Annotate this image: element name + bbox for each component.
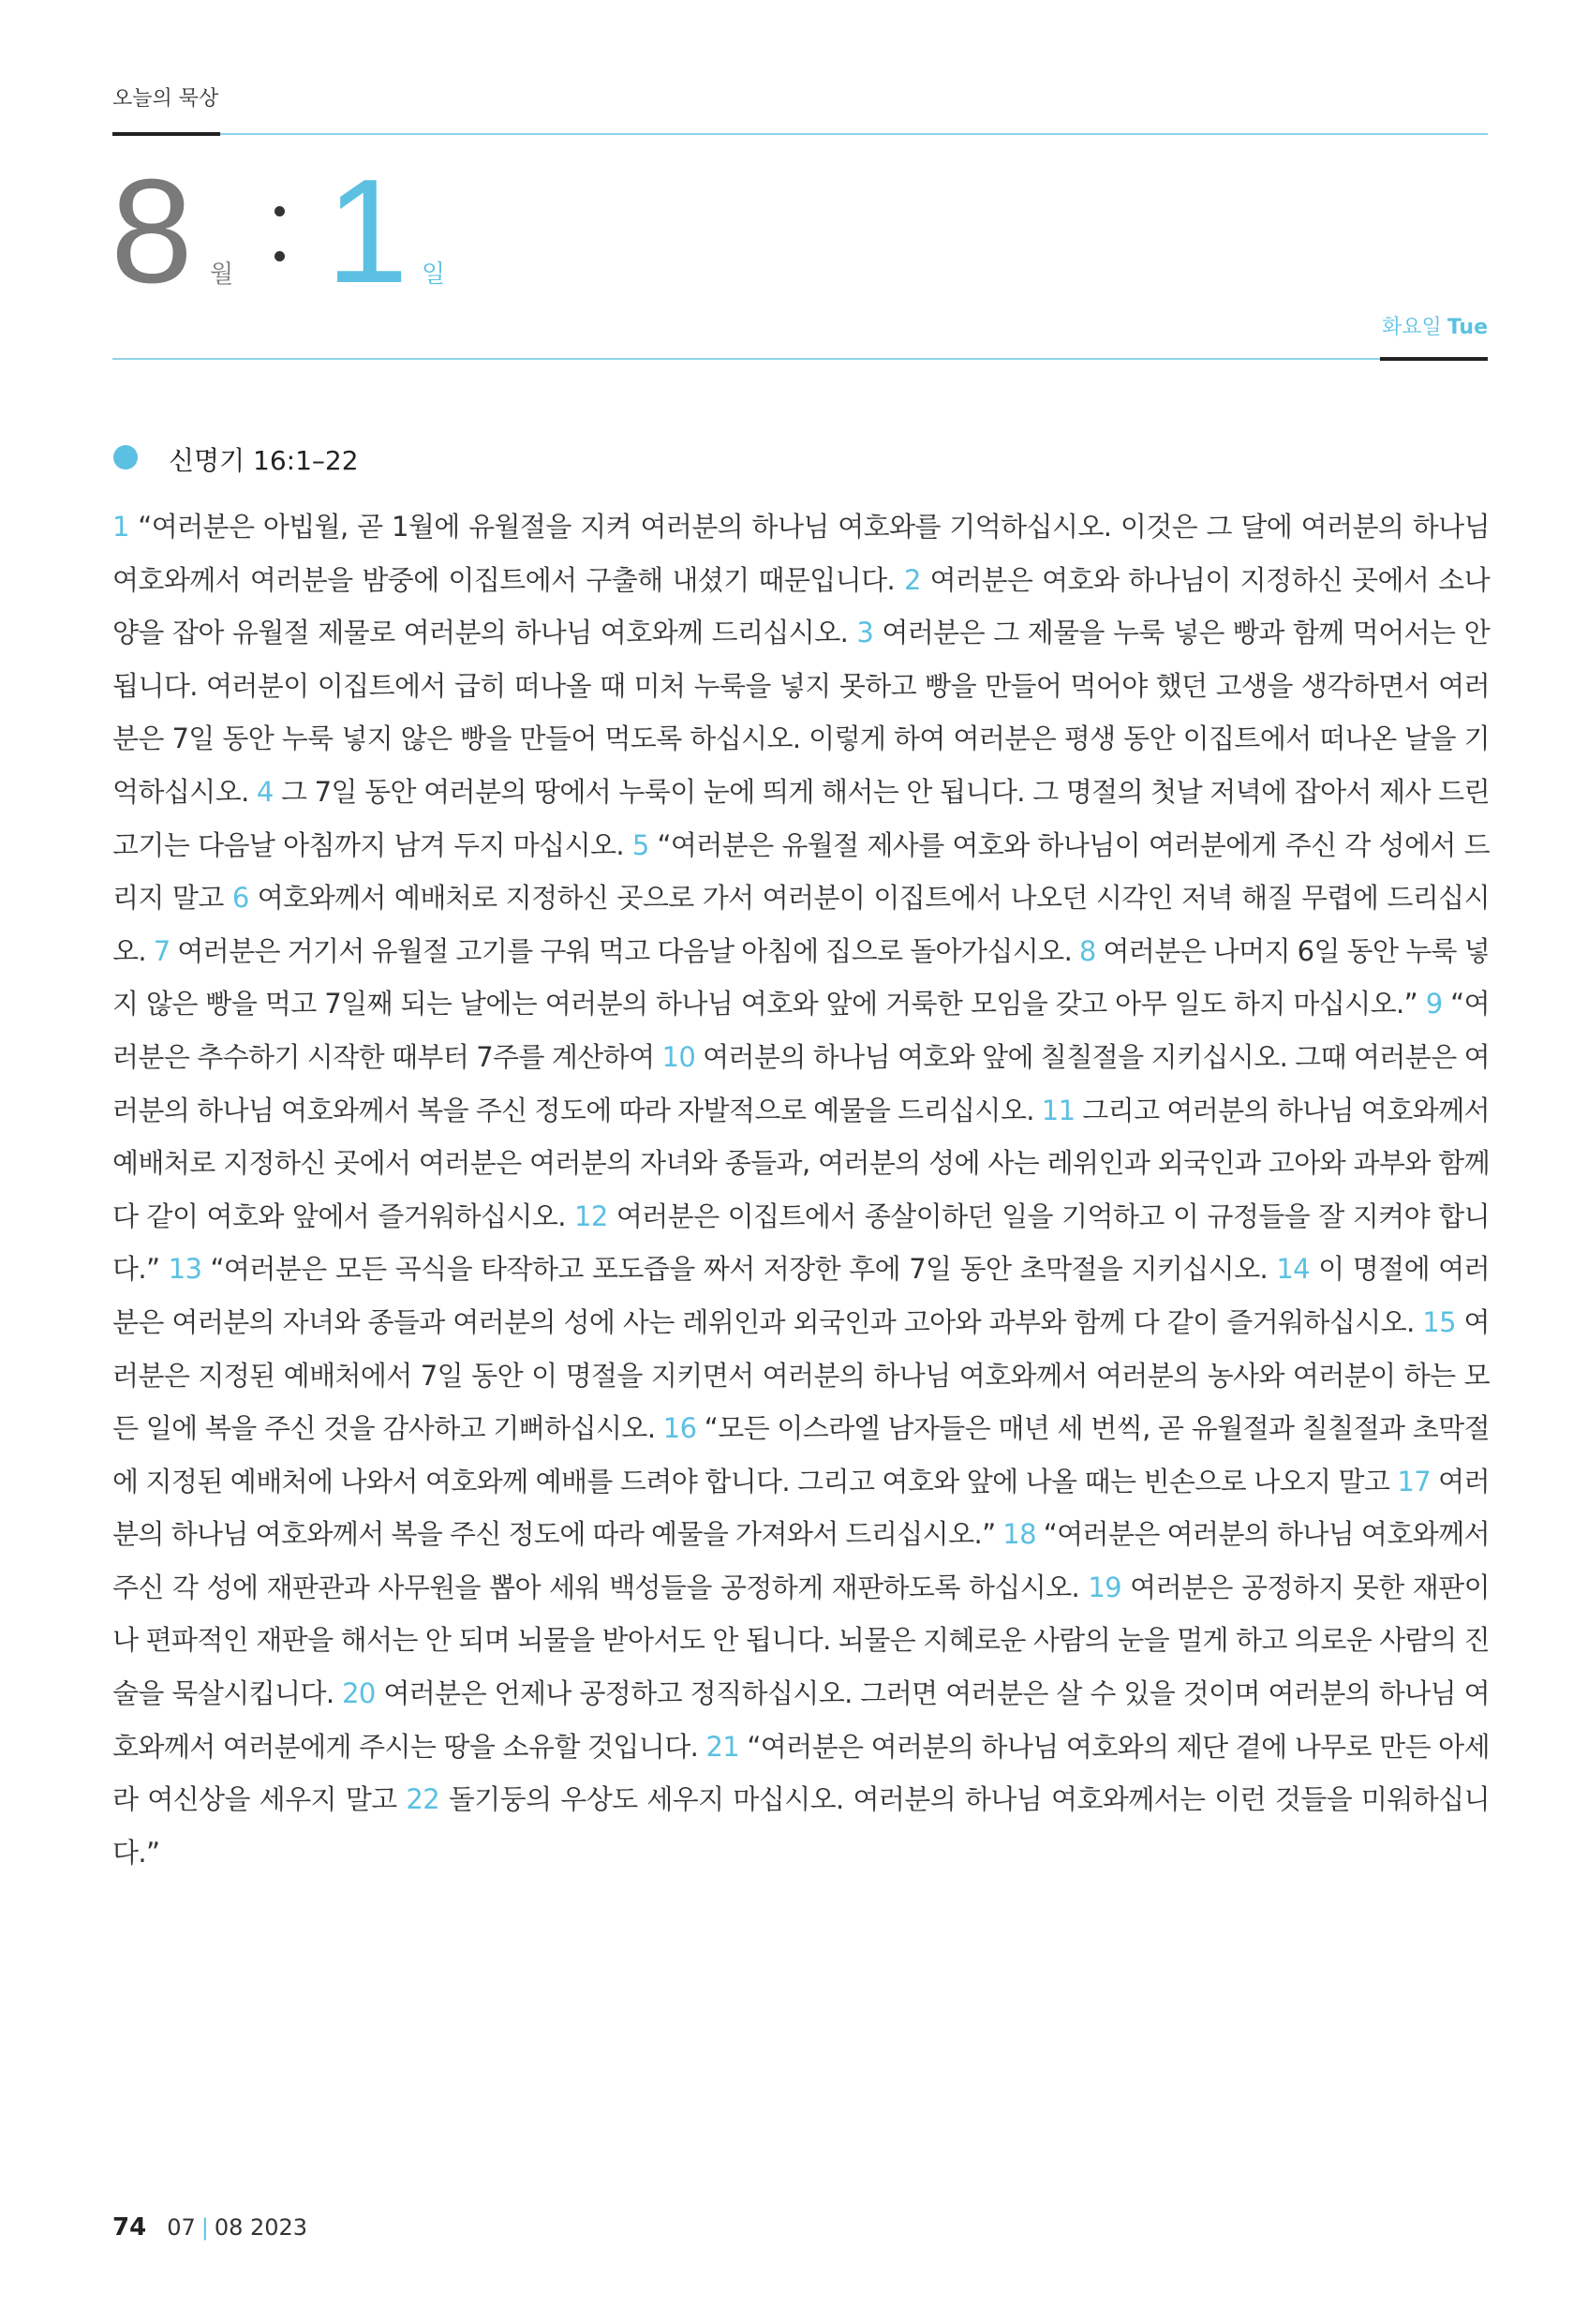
verse-text: 여러분은 여호와 하나님이 지정하신 곳에서 소나 양을 잡아 유월절 제물로 여러분의 하나님 여호와께 드리십시오.	[112, 563, 1490, 649]
verse-text: 여러분은 그 제물을 누룩 넣은 빵과 함께 먹어서는 안 됩니다. 여러분이 이집트에서 급히 떠나올 때 미처 누룩을 넣지 못하고 빵을 만들어 먹어야 했던 고생을 생각하면서 여러분은 7일 동안 누룩 넣지 않은 빵을 만들어 먹도록 하십시오. 이렇게 하여 여러분은 평생 동안 이집트에서 떠나온 날을 기억하십시오.	[112, 617, 1490, 808]
verse-number: 11	[1041, 1094, 1076, 1126]
verse-text: 여러분의 하나님 여호와 앞에 칠칠절을 지키십시오. 그때 여러분은 여러분의 하나님 여호와께서 복을 주신 정도에 따라 자발적으로 예물을 드리십시오.	[112, 1040, 1490, 1126]
verse-number: 13	[168, 1253, 202, 1286]
verse-text: “여러분은 유월절 제사를 여호와 하나님이 여러분에게 주신 각 성에서 드리지 말고	[112, 828, 1490, 915]
verse-text: 여러분은 지정된 예배처에서 7일 동안 이 명절을 지키면서 여러분의 하나님 여호와께서 여러분의 농사와 여러분이 하는 모든 일에 복을 주신 것을 감사하고 기뻐하십시오.	[112, 1305, 1490, 1445]
weekday	[1382, 311, 1488, 340]
verse-number: 7	[153, 934, 171, 967]
verse-text: 여호와께서 예배처로 지정하신 곳으로 가서 여러분이 이집트에서 나오던 시각인 저녁 해질 무렵에 드리십시오.	[112, 882, 1490, 967]
verse-number: 17	[1397, 1465, 1432, 1497]
verse-number: 22	[406, 1783, 440, 1816]
reference-bullet-icon	[113, 445, 138, 469]
day-unit: 일	[422, 261, 446, 289]
section-label: 오늘의 묵상	[112, 87, 219, 111]
verse-number: 3	[856, 617, 874, 649]
middle-rule-accent	[1380, 357, 1488, 361]
verse-number: 5	[631, 828, 649, 861]
verse-text: 그리고 여러분의 하나님 여호와께서 예배처로 지정하신 곳에서 여러분은 여러분의 자녀와 종들과, 여러분의 성에 사는 레위인과 외국인과 고아와 과부와 함께 다 같이 여호와 앞에서 즐거워하십시오.	[112, 1094, 1491, 1232]
verse-text: “여러분은 추수하기 시작한 때부터 7주를 계산하여	[112, 988, 1490, 1073]
date-colon	[275, 197, 286, 272]
day-number: 1	[326, 149, 408, 314]
verse-text: “여러분은 아빕월, 곧 1월에 유월절을 지켜 여러분의 하나님 여호와를 기억하십시오. 이것은 그 달에 여러분의 하나님 여호와께서 여러분을 밤중에 이집트에서 구출해 내셨기 때문입니다.	[112, 511, 1490, 596]
month-number: 8	[111, 149, 193, 314]
verse-text: “여러분은 여러분의 하나님 여호와의 제단 곁에 나무로 만든 아세라 여신상을 세우지 말고	[112, 1730, 1490, 1816]
top-rule	[112, 133, 1488, 135]
verse-number: 21	[705, 1730, 740, 1763]
verse-text: 이 명절에 여러분은 여러분의 자녀와 종들과 여러분의 성에 사는 레위인과 외국인과 고아와 과부와 함께 다 같이 즐거워하십시오.	[112, 1253, 1491, 1338]
month-unit: 월	[210, 261, 234, 289]
verse-text: “모든 이스라엘 남자들은 매년 세 번씩, 곧 유월절과 칠칠절과 초막절에 지정된 예배처에 나와서 여호와께 예배를 드려야 합니다. 그리고 여호와 앞에 나올 때는 빈손으로 나오지 말고	[112, 1412, 1490, 1497]
scripture-reference: 신명기 16:1–22	[169, 445, 359, 476]
verse-text: 여러분은 거기서 유월절 고기를 구워 먹고 다음날 아침에 집으로 돌아가십시오.	[170, 934, 1079, 967]
verse-text: 여러분은 언제나 공정하고 정직하십시오. 그러면 여러분은 살 수 있을 것이며 여러분의 하나님 여호와께서 여러분에게 주시는 땅을 소유할 것입니다.	[112, 1677, 1490, 1763]
verse-number: 6	[231, 882, 249, 915]
issue-month: 07	[167, 2214, 196, 2241]
verse-number: 4	[256, 775, 274, 808]
issue-date: 08 2023	[214, 2214, 308, 2241]
weekday-korean: 화요일	[1382, 316, 1442, 339]
scripture-body	[112, 500, 1490, 1879]
verse-text: 돌기둥의 우상도 세우지 마십시오. 여러분의 하나님 여호와께서는 이런 것들을 미워하십니다.”	[112, 1783, 1490, 1869]
verse-text: “여러분은 모든 곡식을 타작하고 포도즙을 짜서 저장한 후에 7일 동안 초막절을 지키십시오.	[201, 1253, 1277, 1286]
verse-number: 19	[1088, 1571, 1122, 1603]
middle-rule	[112, 358, 1488, 360]
page-footer	[112, 2213, 307, 2242]
verse-text: 여러분의 하나님 여호와께서 복을 주신 정도에 따라 예물을 가져와서 드리십시오.”	[112, 1465, 1490, 1551]
verse-text: 그 7일 동안 여러분의 땅에서 누룩이 눈에 띄게 해서는 안 됩니다. 그 명절의 첫날 저녁에 잡아서 제사 드린 고기는 다음날 아침까지 남겨 두지 마십시오.	[112, 775, 1490, 861]
verse-number: 20	[342, 1677, 376, 1710]
verse-text: 여러분은 공정하지 못한 재판이나 편파적인 재판을 해서는 안 되며 뇌물을 받아서도 안 됩니다. 뇌물은 지혜로운 사람의 눈을 멀게 하고 의로운 사람의 진술을 묵살시킵니다.	[112, 1571, 1491, 1710]
weekday-english: Tue	[1447, 316, 1488, 339]
verse-number: 15	[1422, 1305, 1456, 1338]
verse-text: 여러분은 이집트에서 종살이하던 일을 기억하고 이 규정들을 잘 지켜야 합니다.”	[112, 1199, 1490, 1286]
verse-text: “여러분은 여러분의 하나님 여호와께서 주신 각 성에 재판관과 사무원을 뽑아 세워 백성들을 공정하게 재판하도록 하십시오.	[112, 1518, 1490, 1603]
top-rule-accent	[112, 132, 220, 136]
verse-number: 14	[1276, 1253, 1311, 1286]
footer-separator: |	[200, 2214, 209, 2241]
verse-number: 1	[112, 511, 129, 543]
verse-number: 10	[661, 1040, 696, 1073]
verse-number: 8	[1078, 934, 1096, 967]
verse-number: 12	[573, 1199, 608, 1232]
page-number: 74	[112, 2213, 147, 2242]
verse-text: 여러분은 나머지 6일 동안 누룩 넣지 않은 빵을 먹고 7일째 되는 날에는 여러분의 하나님 여호와 앞에 거룩한 모임을 갖고 아무 일도 하지 마십시오.”	[112, 934, 1490, 1020]
verse-number: 18	[1002, 1518, 1036, 1551]
verse-number: 9	[1425, 988, 1443, 1020]
verse-number: 16	[662, 1412, 697, 1445]
verse-number: 2	[903, 563, 921, 596]
